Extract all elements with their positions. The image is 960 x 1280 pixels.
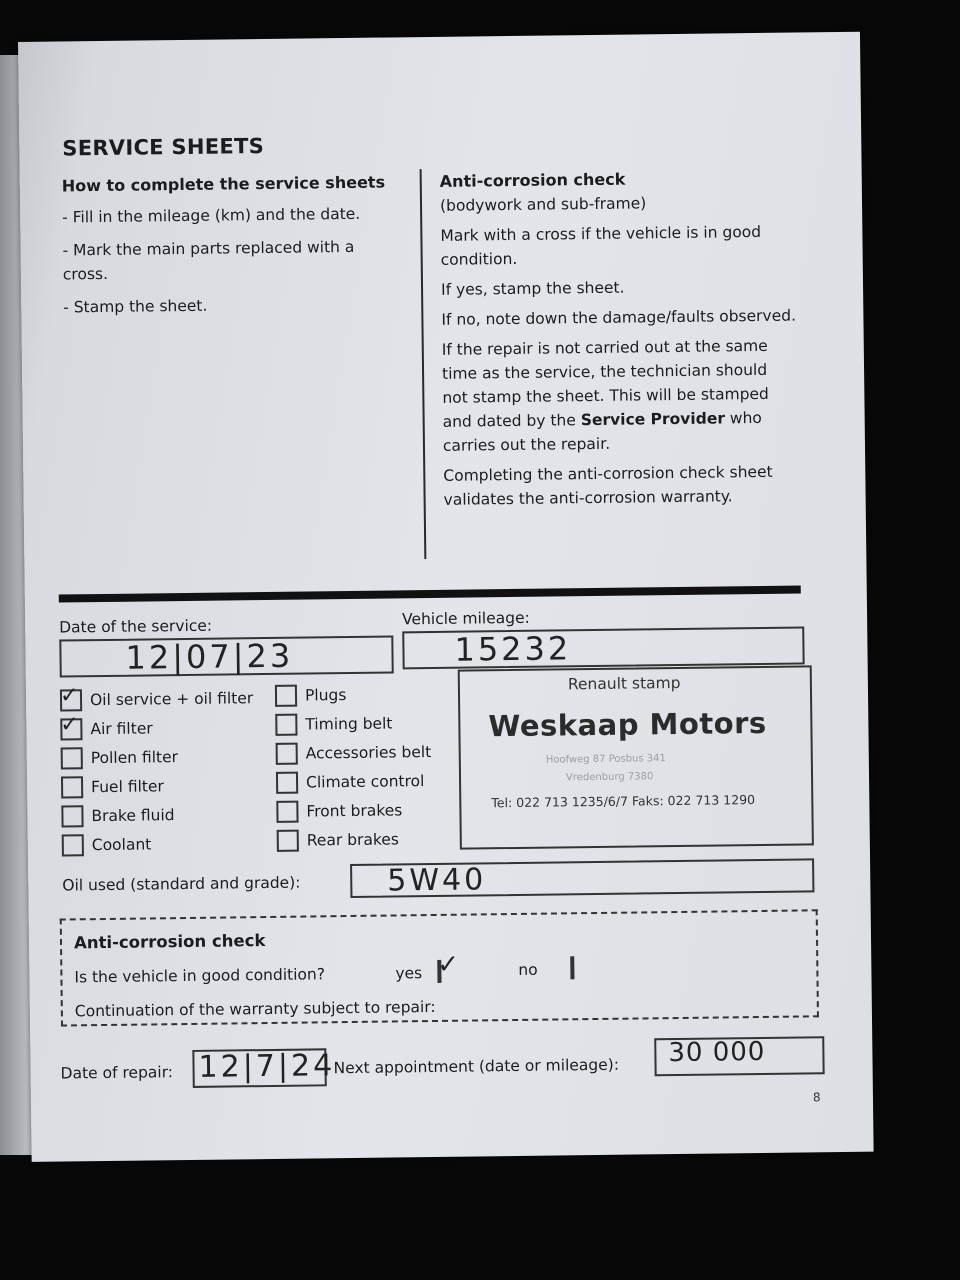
checkbox[interactable] — [277, 829, 299, 851]
anti-corrosion-para: If the repair is not carried out at the same time as the service, the technician should not stamp the sheet. This will be stamped and dated by the Service Provider who carries out the repair. — [441, 336, 769, 455]
checkbox[interactable] — [61, 747, 83, 769]
checklist-item-climate-control[interactable]: Climate control — [276, 766, 461, 797]
next-appointment-value: 30 000 — [668, 1036, 766, 1069]
checkbox[interactable] — [60, 711, 82, 740]
next-appointment-label: Next appointment (date or mileage): — [333, 1055, 620, 1078]
anti-corrosion-info-heading: Anti-corrosion check — [439, 169, 626, 191]
anti-corrosion-check-heading: Anti-corrosion check — [73, 931, 266, 953]
anti-corrosion-para: Completing the anti-corrosion check sheet validates the anti-corrosion warranty. — [443, 462, 773, 509]
oil-used-label: Oil used (standard and grade): — [62, 873, 301, 895]
checkbox[interactable] — [59, 682, 82, 711]
checkmark-icon: ✓ — [59, 682, 79, 709]
condition-question: Is the vehicle in good condition? — [74, 965, 326, 987]
checklist-item-front-brakes[interactable]: Front brakes — [276, 795, 461, 826]
checkbox[interactable] — [275, 684, 297, 706]
checkmark-icon: ✓ — [437, 949, 460, 980]
section-rule — [59, 585, 801, 602]
column-divider — [420, 169, 427, 559]
checkbox[interactable] — [61, 805, 83, 827]
service-sheet-page — [18, 32, 874, 1162]
renault-stamp-box — [458, 665, 814, 849]
checklist-right — [275, 679, 462, 855]
vehicle-mileage-value: 15232 — [454, 629, 572, 669]
vehicle-mileage-label: Vehicle mileage: — [401, 608, 530, 629]
page-title: SERVICE SHEETS — [62, 134, 265, 161]
checklist-item-timing-belt[interactable]: Timing belt — [275, 708, 460, 739]
checkbox[interactable] — [61, 776, 83, 798]
checklist-item-oil-service[interactable]: ✓ Oil service + oil filter — [60, 683, 265, 715]
checklist-item-coolant[interactable]: Coolant — [62, 828, 267, 860]
stamp-dealer-name: Weskaap Motors — [488, 705, 767, 744]
instruction-step: - Fill in the mileage (km) and the date. — [62, 204, 361, 227]
anti-corrosion-para: If no, note down the damage/faults observed. — [441, 306, 797, 329]
checklist-left — [60, 683, 267, 859]
instruction-step: - Mark the main parts replaced with a cross. — [62, 237, 355, 284]
anti-corrosion-check-box — [60, 909, 819, 1026]
page-number: 8 — [812, 1090, 821, 1105]
instructions-heading: How to complete the service sheets — [61, 172, 386, 196]
checkbox[interactable] — [276, 771, 298, 793]
vehicle-mileage-field[interactable] — [402, 626, 804, 669]
checklist-item-plugs[interactable]: Plugs — [275, 679, 460, 710]
service-provider-text: Service Provider — [580, 409, 726, 430]
repair-date-value: 12|7|24 — [198, 1048, 336, 1085]
checkbox[interactable] — [62, 834, 84, 856]
instructions-column — [62, 172, 394, 328]
anti-corrosion-info-column — [440, 166, 799, 518]
checkbox[interactable] — [276, 800, 298, 822]
no-checkbox[interactable] — [570, 956, 574, 979]
anti-corrosion-para: If yes, stamp the sheet. — [440, 278, 625, 299]
stamp-address: Vredenburg 7380 — [565, 771, 654, 784]
yes-checkbox[interactable] — [437, 949, 460, 983]
anti-corrosion-para: Mark with a cross if the vehicle is in good condition. — [440, 222, 762, 269]
oil-used-field[interactable] — [350, 858, 814, 898]
repair-date-field[interactable] — [192, 1048, 336, 1088]
stamp-phone: Tel: 022 713 1235/6/7 Faks: 022 713 1290 — [491, 792, 756, 811]
instruction-step: - Stamp the sheet. — [63, 296, 208, 317]
warranty-continuation-label: Continuation of the warranty subject to repair: — [74, 997, 436, 1021]
checklist-item-rear-brakes[interactable]: Rear brakes — [277, 824, 462, 855]
service-date-label: Date of the service: — [59, 616, 213, 637]
repair-date-label: Date of repair: — [60, 1063, 174, 1083]
anti-corrosion-subheading: (bodywork and sub-frame) — [439, 194, 647, 215]
checklist-item-pollen-filter[interactable]: Pollen filter — [61, 741, 266, 773]
checklist-item-accessories-belt[interactable]: Accessories belt — [276, 737, 461, 768]
stamp-label: Renault stamp — [567, 673, 681, 694]
oil-used-value: 5W40 — [387, 862, 487, 899]
checklist-item-fuel-filter[interactable]: Fuel filter — [61, 770, 266, 802]
checkbox[interactable] — [276, 742, 298, 764]
checklist-item-air-filter[interactable]: ✓ Air filter — [60, 712, 265, 744]
no-label: no — [518, 960, 538, 979]
checklist-item-brake-fluid[interactable]: Brake fluid — [61, 799, 266, 831]
checkbox[interactable] — [275, 713, 297, 735]
next-appointment-field[interactable] — [654, 1036, 824, 1076]
service-date-value: 12|07|23 — [125, 636, 294, 677]
yes-label: yes — [395, 964, 423, 983]
stamp-address: Hoofweg 87 Posbus 341 — [545, 753, 666, 766]
checkmark-icon: ✓ — [60, 711, 79, 738]
service-date-field[interactable] — [59, 635, 393, 677]
